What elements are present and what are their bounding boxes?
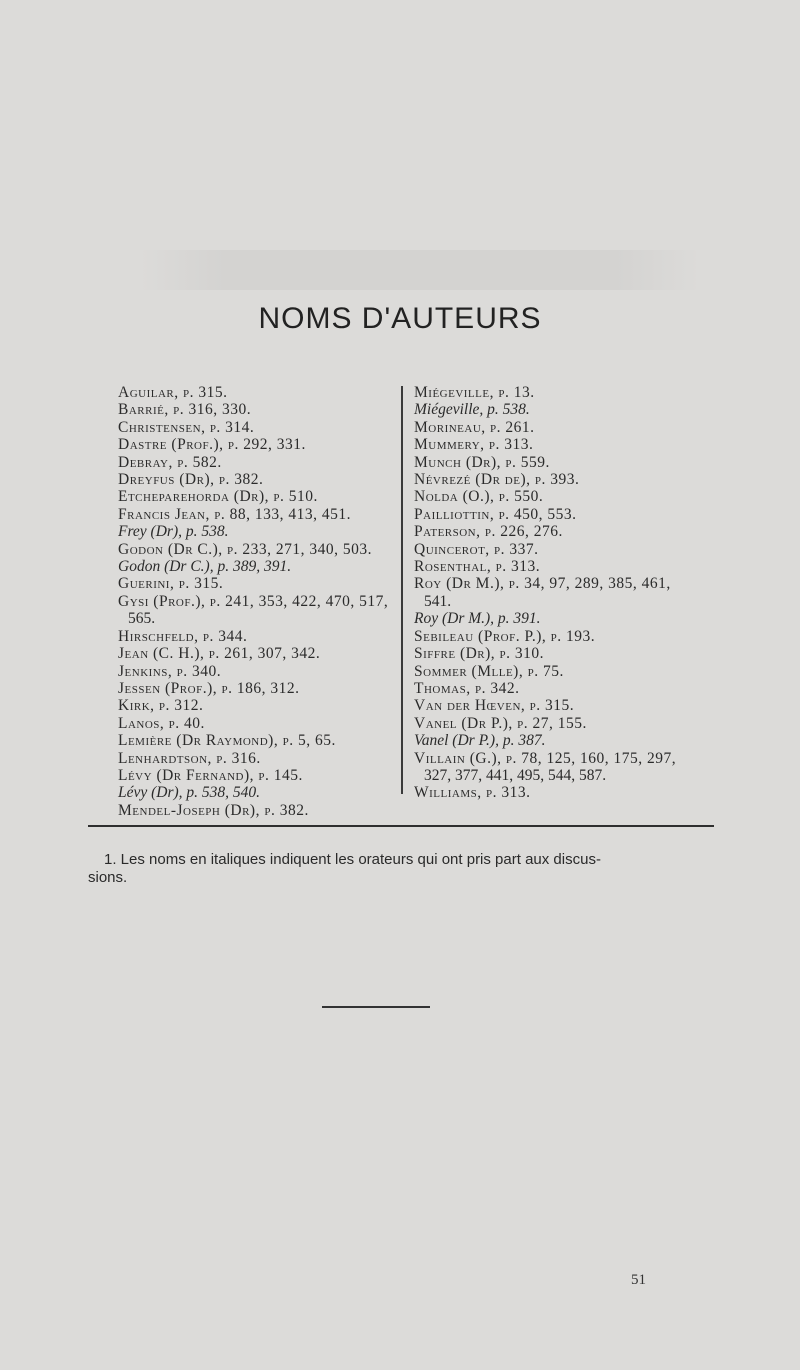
end-rule [322, 1006, 430, 1008]
author-entry: Barrié, p. 316, 330. [118, 401, 252, 419]
author-entry: Mendel-Joseph (Dr), p. 382. [118, 801, 309, 819]
author-index-left-column [118, 384, 398, 819]
footnote-line-1: 1. Les noms en italiques indiquent les orateurs qui ont pris part aux discus- [104, 851, 601, 868]
author-entry: Lévy (Dr Fernand), p. 145. [118, 766, 303, 784]
footnote-rule [88, 825, 714, 827]
author-entry: Villain (G.), p. 78, 125, 160, 175, 297, [414, 749, 677, 767]
author-entry: Sebileau (Prof. P.), p. 193. [414, 627, 596, 645]
author-entry: Vanel (Dr P.), p. 387. [414, 732, 546, 750]
author-entry: Debray, p. 582. [118, 453, 222, 471]
author-entry: Miégeville, p. 538. [414, 401, 530, 419]
column-divider [401, 386, 403, 794]
author-entry: Mummery, p. 313. [414, 436, 534, 454]
author-entry: Kirk, p. 312. [118, 697, 204, 715]
author-entry: Névrezé (Dr de), p. 393. [414, 471, 580, 489]
author-entry: Jessen (Prof.), p. 186, 312. [118, 679, 300, 697]
author-entry: Roy (Dr M.), p. 391. [414, 610, 541, 628]
page-number: 51 [631, 1272, 646, 1288]
author-entry: Sommer (Mlle), p. 75. [414, 662, 564, 680]
author-entry: Morineau, p. 261. [414, 418, 535, 436]
author-entry: Etcheparehorda (Dr), p. 510. [118, 488, 318, 506]
author-entry: 541. [424, 592, 452, 610]
author-entry: Pailliottin, p. 450, 553. [414, 505, 577, 523]
author-entry: Miégeville, p. 13. [414, 384, 535, 401]
author-entry: Nolda (O.), p. 550. [414, 488, 544, 506]
author-entry: 565. [128, 610, 156, 628]
author-entry: Lenhardtson, p. 316. [118, 749, 261, 767]
author-entry: 327, 377, 441, 495, 544, 587. [424, 766, 607, 784]
author-entry: Munch (Dr), p. 559. [414, 453, 550, 471]
author-entry: Lanos, p. 40. [118, 714, 205, 732]
author-entry: Lemière (Dr Raymond), p. 5, 65. [118, 732, 336, 750]
author-entry: Aguilar, p. 315. [118, 384, 228, 401]
author-entry: Jenkins, p. 340. [118, 662, 222, 680]
author-entry: Guerini, p. 315. [118, 575, 224, 593]
author-entry: Roy (Dr M.), p. 34, 97, 289, 385, 461, [414, 575, 671, 593]
author-entry: Gysi (Prof.), p. 241, 353, 422, 470, 517, [118, 592, 389, 610]
author-entry: Siffre (Dr), p. 310. [414, 645, 545, 663]
author-entry: Paterson, p. 226, 276. [414, 523, 563, 541]
author-entry: Rosenthal, p. 313. [414, 558, 541, 576]
author-entry: Francis Jean, p. 88, 133, 413, 451. [118, 505, 351, 523]
author-entry: Quincerot, p. 337. [414, 540, 539, 558]
author-entry: Christensen, p. 314. [118, 418, 255, 436]
footnote-line-2: sions. [88, 869, 128, 886]
footnote [88, 851, 724, 887]
author-entry: Vanel (Dr P.), p. 27, 155. [414, 714, 587, 732]
author-entry: Thomas, p. 342. [414, 679, 520, 697]
author-entry: Godon (Dr C.), p. 233, 271, 340, 503. [118, 540, 373, 558]
page-title: NOMS D'AUTEURS [258, 302, 542, 335]
author-entry: Godon (Dr C.), p. 389, 391. [118, 558, 292, 576]
author-entry: Jean (C. H.), p. 261, 307, 342. [118, 645, 321, 663]
bleed-through [140, 250, 700, 290]
author-entry: Williams, p. 313. [414, 784, 531, 802]
author-entry: Van der Hœven, p. 315. [414, 697, 575, 715]
author-entry: Hirschfeld, p. 344. [118, 627, 248, 645]
author-entry: Lévy (Dr), p. 538, 540. [118, 784, 261, 802]
author-entry: Dastre (Prof.), p. 292, 331. [118, 436, 306, 454]
author-entry: Dreyfus (Dr), p. 382. [118, 471, 264, 489]
author-entry: Frey (Dr), p. 538. [118, 523, 229, 541]
author-index-right-column [414, 384, 714, 802]
